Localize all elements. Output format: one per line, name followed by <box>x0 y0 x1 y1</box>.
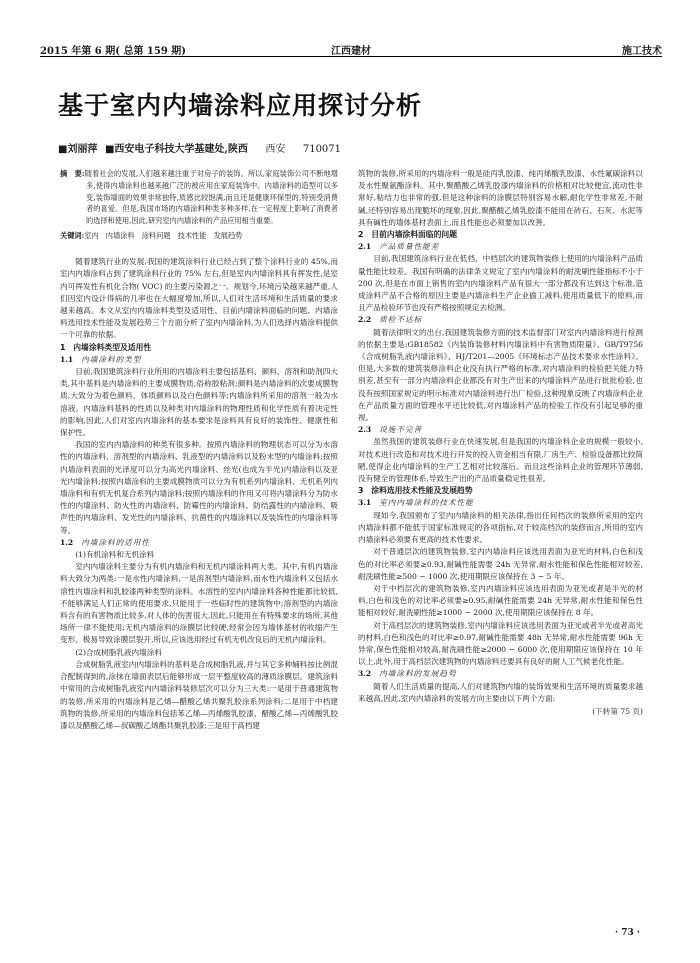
subsection-number: 2.1 <box>358 242 372 252</box>
subsection-title: 内墙涂料的适用性 <box>81 537 150 547</box>
author-line <box>58 140 341 155</box>
paragraph: 现如今,我国颁布了室内内墙涂料的相关法律,指出任何档次的装修所采用的室内内墙涂料都不能低于国家标准规定的各项指标,对于较高档次的装修而言,所用的室内内墙涂料必须要有更高的技术性要求。 <box>358 510 643 545</box>
subsection-heading <box>60 537 338 549</box>
subsection-heading <box>358 314 643 326</box>
subsection-heading <box>60 354 338 366</box>
paragraph: 对于高档层次的建筑物装修,室内内墙涂料应该选用表面为亚光或者半光或者高光的材料,白色和浅色的对比率≥0.97,耐碱性能需要 48h 无异常,耐水性能需要 96h 无异常,保色性能相对较高,耐洗刷性能≥2000 ~ 6000 次,使用期限应该保持在 10 年以上,此外,用于高档层次建筑物的内墙涂料还要具有良好的耐人工气候老化性能。 <box>358 620 643 667</box>
subsection-title: 设施不完善 <box>379 425 423 435</box>
subsection-number: 3.1 <box>358 498 372 508</box>
subsection-heading <box>358 241 643 253</box>
journal-name: 江西建材 <box>331 46 371 57</box>
paragraph: 合成树脂乳液室内内墙涂料的基料是合成树脂乳液,并与其它多种辅料按比例混合配制得到的,涂抹在墙面表层后能够形成一层平整度较高的薄质涂膜层。建筑涂料中常用的合成树脂乳液室内内墙涂料装修层次可以分为三大类:一是用于普通建筑物的装修,所采用的内墙涂料是乙烯—醋酸乙烯共聚乳胶涂系列涂料;二是用于中档建筑物的装修,所采用的内墙涂料包括苯乙烯—丙烯酸乳胶漆、醋酸乙烯—丙烯酸乳胶漆以及醋酸乙烯—叔碳酸乙烯酯共聚乳胶漆;三是用于高档建 <box>60 659 338 730</box>
subsection-title: 产品质量性能差 <box>379 242 440 252</box>
author-city: 西安 <box>265 144 286 155</box>
right-column <box>358 168 643 718</box>
running-header <box>40 40 662 57</box>
subsection-number: 1.2 <box>60 537 74 547</box>
subsection-number: 1.1 <box>60 354 74 364</box>
abstract-text: 随着社会的发展,人们越来越注重于对房子的装饰。所以,家庭装饰公司不断地增多,使得内墙涂料也越来越广泛的被应用在家庭装饰中。内墙涂料的造型可以多变,装饰墙面的效果非常独特,质感比较饱满,而且还是健康环保型的,特别受消费者的喜爱。但是,我国市场的内墙涂料种类多种多样,在一定程度上影响了消费者的选择和使用,因此,研究室内内墙涂料的产品应用相当重要。 <box>84 169 338 226</box>
author-postcode: 710071 <box>302 144 342 155</box>
paragraph: 随着建筑行业的发展,我国的建筑涂料行业已经占到了整个涂料行业的 45%,而室内内墙涂料占到了建筑涂料行业的 75% 左右,但是室内内墙涂料具有挥发性,是室内可挥发性有机化合物( VOC) 的主要污染源之一。规划今,环境污染越来越严重,人们因室内设计得病的几率也在大幅度增加,所以,人们对生活环境和生活质量的要求越来越高。本文从室内内墙涂料类型及适用性、目前内墙涂料面临的问题、内墙涂料选用技术性能及发展趋势三个方面分析了室内内墙涂料,为人们选择内墙涂料提供一个可靠的依据。 <box>60 257 338 340</box>
paragraph: 目前,我国建筑涂料行业所用的内墙涂料主要包括基料、颜料、溶剂和助剂四大类,其中基料是内墙涂料的主要成膜物质,俗称胶粘剂;颜料是内墙涂料的次要成膜物质,大致分为着色颜料、体质颜料以及白色颜料等;内墙涂料所采用的溶剂一般为水溶液。内墙涂料基料的性质以及种类对内墙涂料的物理性质和化学性质有着决定性的影响,因此,人们对室内内墙涂料的基本要求是涂料具有良好的装饰性、健康性和保护性。 <box>60 367 338 438</box>
subsection-number: 2.3 <box>358 425 372 435</box>
subsection-title: 内墙涂料的类型 <box>81 354 142 364</box>
paragraph: 我国的室内内墙涂料的种类有很多种。按照内墙涂料的物理状态可以分为水溶性的内墙涂料、溶剂型的内墙涂料、乳液型的内墙涂料以及粉末型的内墙涂料;按照内墙涂料表面的光泽度可以分为高光内墙涂料、丝光(也成为半光)内墙涂料以及亚光内墙涂料;按照内墙涂料的主要成膜物质可以分为有机系列内墙涂料、无机系列内墙涂料和有机无机复合系列内墙涂料;按照内墙涂料的作用又可将内墙涂料分为防水性的内墙涂料、防火性的内墙涂料、防霉性的内墙涂料、防结露性的内墙涂料、吸声性的内墙涂料、发光性的内墙涂料、抗菌性的内墙涂料以及装饰性的内墙涂料等等。 <box>60 440 338 535</box>
subsection-heading <box>358 668 643 680</box>
page-number: · 73 · <box>614 928 640 938</box>
paragraph: 筑物的装修,所采用的内墙涂料一般是硅丙乳胶漆、纯丙烯酸乳胶漆、水性氟碳涂料以及水性聚氨酯涂料。其中,聚醋酸乙烯乳胶漆内墙涂料的价格相对比较便宜,流动性非常好,粘结力也非常的强,但是这种涂料的涂膜层特别容易水解,耐化学性非常差,不耐碱,还特别容易出现脆坏的现象,因此,聚醋酸乙烯乳胶漆不能用在砖石、石灰、水泥等具有碱性的墙体基材表面上,而且性能也必须要加以改善。 <box>358 169 643 227</box>
article-title: 基于室内内墙涂料应用探讨分析 <box>58 91 423 120</box>
subsection-number: 3.2 <box>358 669 372 679</box>
item-heading: (1)有机涂料和无机涂料 <box>75 550 155 560</box>
section-heading: 1 内墙涂料类型及适用性 <box>60 342 152 352</box>
right-body <box>358 168 643 705</box>
subsection-title: 质检不达标 <box>379 315 423 325</box>
left-body <box>60 256 338 732</box>
issue-info: 2015 年第 6 期( 总第 159 期) <box>40 46 187 57</box>
section-name: 施工技术 <box>622 46 662 57</box>
paragraph: 对于普通层次的建筑物装修,室内内墙涂料应该选用表面为亚光的材料,白色和浅色的对比率必须要≥0.93,耐碱性能需要 24h 无异常,耐水性能和保色性能相对较差,耐洗刷性能≥500 ~ 1000 次,使用期限应该保持在 3 ~ 5 年。 <box>358 547 643 581</box>
keywords-label: 关键词: <box>60 230 85 240</box>
abstract-label: 摘 要: <box>60 169 85 178</box>
subsection-title: 内墙涂料的发展趋势 <box>379 669 457 679</box>
author-name: ■刘丽萍 <box>58 144 98 155</box>
keywords <box>60 230 338 242</box>
item-heading: (2)合成树脂乳液内墙涂料 <box>75 647 162 657</box>
paragraph: 虽然我国的建筑装修行业在快速发展,但是我国的内墙涂料企业的规模一般较小,对技术进行改造和对技术进行开发的投入资金相当有限,厂房生产、检验设备都比较简陋,使得企业内墙涂料的生产工艺相对比较落后。而且这些涂料企业的管理环节薄弱,没有健全的管理体系,导致生产出的产品质量稳定性很差。 <box>358 437 643 484</box>
paragraph: 室内内墙涂料主要分为有机内墙涂料和无机内墙涂料两大类。其中,有机内墙涂料大致分为两类:一是水性内墙涂料,一是溶剂型内墙涂料,而水性内墙涂料又包括水溶性内墙涂料和乳胶漆两种类型的涂料。水溶性的室内内墙涂料各种性能都比较低,不能够满足人们正常的使用要求,只能用于一些临时性的建筑物中;溶剂型的内墙涂料含有的有害物质比较多,对人体的伤害很大,因此,只能用在有特殊要求的场所,其他场所一律不能使用;无机内墙涂料的涂膜层比较硬,经常会因为墙体基材的收缩产生变形、极易导致涂膜层裂开,所以,应该选用经过有机无机改良后的无机内墙涂料。 <box>60 562 338 645</box>
left-column <box>60 168 338 732</box>
subsection-title: 室内内墙涂料的技术性能 <box>379 498 474 508</box>
paragraph: 目前,我国建筑涂料行业在低档、中档层次的建筑物装修上使用的内墙涂料产品质量性能比较差。我国有明确的法律条文规定了室内内墙涂料的耐洗刷性能指标不小于 200 次,但是在市面上销售的室内内墙涂料产品有很大一部分都没有达到这个标准,造成涂料产品不合格的原因主要是内墙涂料生产企业偷工减料,使用质量低下的原料,而且产品检验环节也没有严格按照规定去检测。 <box>358 254 643 313</box>
subsection-heading <box>358 424 643 436</box>
continued-note: (下转第 75 页) <box>592 706 643 716</box>
author-affiliation: ■西安电子科技大学基建处,陕西 <box>104 144 248 155</box>
section-heading: 2 目前内墙涂料面临的问题 <box>358 230 457 240</box>
paragraph: 对于中档层次的建筑物装修,室内内墙涂料应该选用表面为亚光或者是半光的材料,白色和浅色的对比率必须要≥0.95,耐碱性能需要 24h 无异常,耐水性能和保色性能相对较好,耐洗刷性能≥1000 ~ 2000 次,使用期限应该保持在 8 年。 <box>358 583 643 618</box>
subsection-heading <box>358 497 643 509</box>
section-heading: 3 涂料选用技术性能及发展趋势 <box>358 486 473 496</box>
paragraph: 随着人们生活质量的提高,人们对建筑物内墙的装饰效果和生活环境的质量要求越来越高,因此,室内内墙涂料的发展方向主要由以下两个方面: <box>358 681 643 703</box>
keywords-text: 室内 内墙涂料 涂料问题 技术性能 发展趋势 <box>84 230 243 240</box>
subsection-number: 2.2 <box>358 315 372 325</box>
abstract <box>60 168 338 227</box>
paragraph: 随着法律明文的出台,我国建筑装修方面的技术监督部门对室内内墙涂料进行检测的依据主要是:GB18582《内装饰装修材料内墙涂料中有害物质限量》、GB/T9756《合成树脂乳液内墙涂料》、HJ/T201—2005《环境标志产品技术要求水性涂料》。但是,大多数的建筑装修涂料企业没有执行严格的标准,对内墙涂料的检验把关能力特别差,甚至有一部分内墙涂料企业都没有对生产出来的内墙涂料产品进行批批检验,也没有按照国家规定的明示标准对内墙涂料进行出厂检验,这种现象反映了内墙涂料企业在产品质量方面的管理水平还比较低,对内墙涂料产品的检验工作没有引起足够的重视。 <box>358 327 643 423</box>
